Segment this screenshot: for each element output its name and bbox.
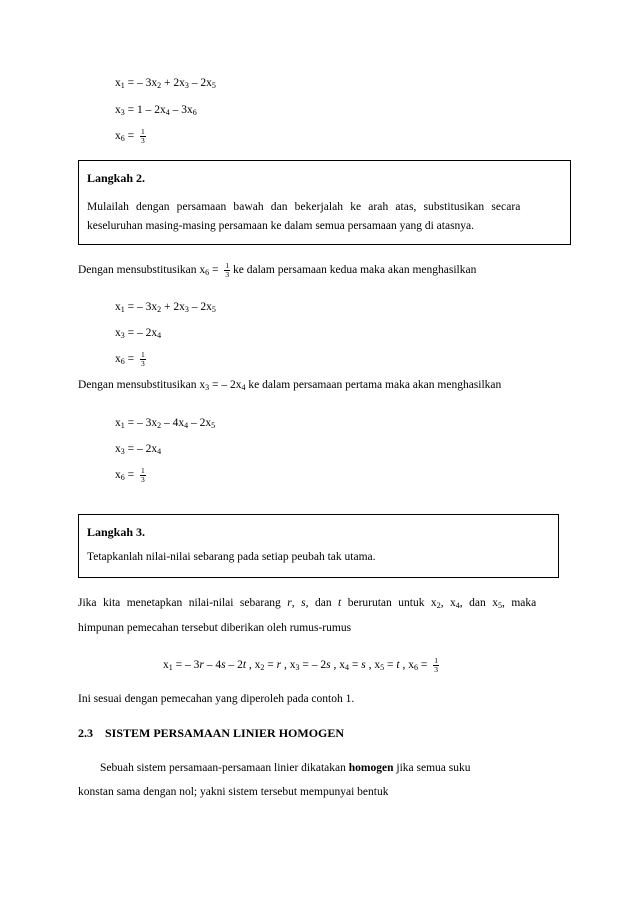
langkah-2-box <box>78 160 571 245</box>
paragraph-arbitrary-values-line-1: Jika kita menetapkan nilai-nilai sebarang r, s, dan t berurutan untuk $x_2$, $x_4$, dan $x_5$, maka <box>78 597 537 610</box>
equation-x1-step3: $x_1$ = – $3x_2 - 4x_4 - 2x_5$ <box>115 417 216 430</box>
paragraph-matches-example: Ini sesuai dengan pemecahan yang diperoleh pada contoh 1. <box>78 693 355 705</box>
langkah-3-box <box>78 514 559 578</box>
langkah-3-line-1: Tetapkanlah nilai-nilai sebarang pada setiap peubah tak utama. <box>87 551 376 563</box>
equation-x6-initial: $x_6$ = $\frac{1}{3}$ <box>115 127 145 145</box>
equation-x3-step2: $x_3$ = – $2x_4$ <box>115 327 162 340</box>
equation-x6-step2: $x_6$ = $\frac{1}{3}$ <box>115 350 145 368</box>
langkah-2-line-2: keseluruhan masing-masing persamaan ke dalam semua persamaan yang di atasnya. <box>87 220 475 232</box>
solution-formula: $x_1$ = – 3r – 4s – 2t , $x_2 = r$ , $x_3$ = – 2s , $x_4 = s$ , $x_5 = t$ , $x_6$ = $\frac{1}{3}$ <box>163 656 438 674</box>
equation-x6-step3: $x_6$ = $\frac{1}{3}$ <box>115 466 145 484</box>
langkah-3-title: Langkah 3. <box>87 525 146 539</box>
equation-x3-initial: $x_3 = 1 - 2x_4 - 3x_6$ <box>115 104 197 117</box>
langkah-2-title: Langkah 2. <box>87 171 146 185</box>
paragraph-homogeneous-line-2: konstan sama dengan nol; yakni sistem tersebut mempunyai bentuk <box>78 786 389 798</box>
keyword-homogen: homogen <box>348 762 394 774</box>
fraction-one-third: $\frac{1}{3}$ <box>141 127 145 145</box>
paragraph-homogeneous-line-1: Sebuah sistem persamaan-persamaan linier dikatakan homogen jika semua suku <box>100 762 471 774</box>
section-heading: 2.3 SISTEM PERSAMAAN LINIER HOMOGEN <box>78 726 345 740</box>
paragraph-substitute-x6: Dengan mensubstitusikan $x_6$ = $\frac{1}{3}$ ke dalam persamaan kedua maka akan menghasilkan <box>78 261 477 279</box>
langkah-2-line-1: Mulailah dengan persamaan bawah dan bekerjalah ke arah atas, substitusikan secara <box>87 201 521 213</box>
equation-x1-step2: $x_1$ = – $3x_2 + 2x_3 - 2x_5$ <box>115 301 216 314</box>
paragraph-arbitrary-values-line-2: himpunan pemecahan tersebut diberikan oleh rumus-rumus <box>78 622 352 634</box>
equation-x1-initial: $x_1$ = – $3x_2 + 2x_3 - 2x_5$ <box>115 77 216 90</box>
equation-x3-step3: $x_3$ = – $2x_4$ <box>115 443 162 456</box>
paragraph-substitute-x3: Dengan mensubstitusikan $x_3$ = – $2x_4$ ke dalam persamaan pertama maka akan menghasilkan <box>78 379 502 392</box>
